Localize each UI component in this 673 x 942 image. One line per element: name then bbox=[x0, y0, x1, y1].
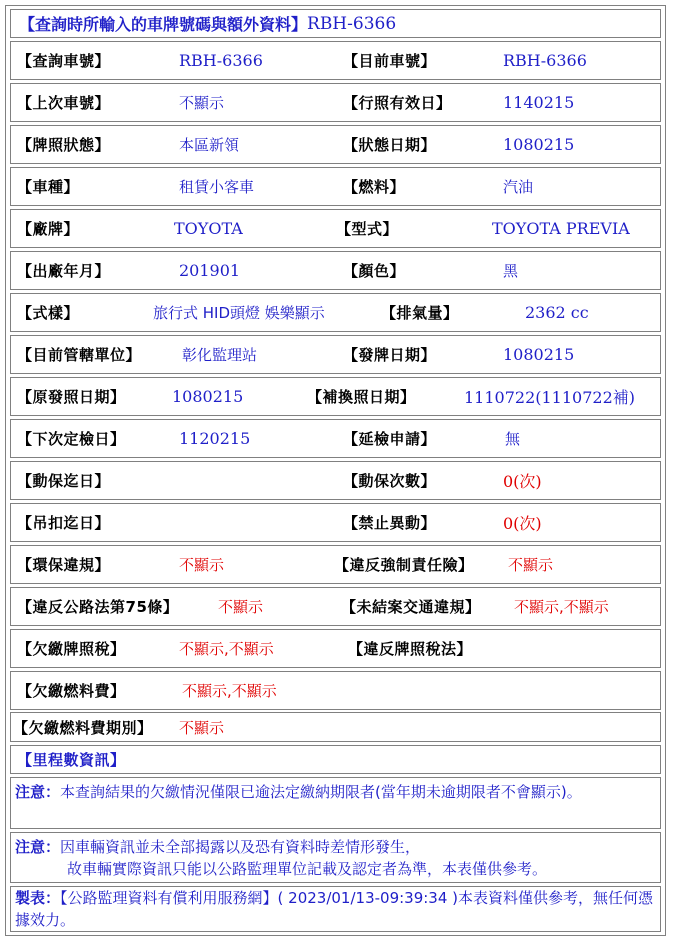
header-row bbox=[10, 9, 661, 38]
field-label: 【顏色】 bbox=[343, 262, 406, 280]
field-label: 【下次定檢日】 bbox=[17, 430, 126, 448]
field-value: 不顯示 bbox=[508, 556, 554, 574]
footer-source: 【公路監理資料有償利用服務網】 bbox=[60, 889, 278, 907]
field-value: 汽油 bbox=[503, 178, 534, 196]
field-value: 1080215 bbox=[503, 135, 575, 154]
info-row bbox=[10, 503, 661, 542]
fuel-period-label: 【欠繳燃料費期別】 bbox=[13, 718, 153, 737]
field-label: 【行照有效日】 bbox=[343, 94, 452, 112]
field-label: 【查詢車號】 bbox=[17, 52, 111, 70]
page-title bbox=[19, 10, 396, 37]
note-1-text: 本查詢結果的欠繳情況僅限已逾法定繳納期限者(當年期未逾期限者不會顯示)。 bbox=[60, 783, 582, 801]
info-row bbox=[10, 671, 661, 710]
field-label: 【禁止異動】 bbox=[343, 514, 437, 532]
info-row bbox=[10, 377, 661, 416]
field-value: 旅行式 HID頭燈 娛樂顯示 bbox=[153, 304, 325, 322]
footer-tail: 本表資料僅供參考，無任何憑據效力。 bbox=[15, 889, 654, 929]
field-label: 【違反牌照稅法】 bbox=[348, 640, 473, 658]
field-label: 【式樣】 bbox=[17, 304, 80, 322]
field-label: 【燃料】 bbox=[343, 178, 406, 196]
field-label: 【欠繳牌照稅】 bbox=[17, 640, 126, 658]
field-label: 【欠繳燃料費】 bbox=[17, 682, 126, 700]
field-value: 租賃小客車 bbox=[179, 178, 255, 196]
info-row bbox=[10, 125, 661, 164]
info-row bbox=[10, 251, 661, 290]
note-1-prefix: 注意： bbox=[15, 783, 61, 801]
info-row bbox=[10, 629, 661, 668]
field-label: 【延檢申請】 bbox=[343, 430, 437, 448]
field-value: TOYOTA bbox=[174, 219, 243, 238]
field-label: 【動保次數】 bbox=[343, 472, 437, 490]
note-2-line-1: 因車輛資訊並未全部揭露以及恐有資料時差情形發生， bbox=[60, 838, 421, 856]
footer-prefix: 製表： bbox=[15, 889, 61, 907]
field-value: 不顯示 bbox=[179, 556, 225, 574]
field-label: 【吊扣迄日】 bbox=[17, 514, 111, 532]
field-value: 1080215 bbox=[172, 387, 244, 406]
field-value: 黑 bbox=[503, 262, 519, 280]
field-value: 彰化監理站 bbox=[182, 346, 258, 364]
field-label: 【目前車號】 bbox=[343, 52, 437, 70]
field-value: 0(次) bbox=[503, 472, 542, 491]
field-label: 【目前管轄單位】 bbox=[17, 346, 142, 364]
info-row bbox=[10, 293, 661, 332]
field-value: 不顯示,不顯示 bbox=[179, 640, 274, 658]
field-label: 【上次車號】 bbox=[17, 94, 111, 112]
field-value: 不顯示 bbox=[179, 94, 225, 112]
info-row bbox=[10, 167, 661, 206]
field-label: 【牌照狀態】 bbox=[17, 136, 111, 154]
info-row bbox=[10, 461, 661, 500]
header-title: 【查詢時所輸入的車牌號碼與額外資料】 bbox=[19, 15, 308, 34]
field-value: 本區新領 bbox=[179, 136, 240, 154]
report-frame bbox=[5, 5, 666, 936]
field-value: 2362 cc bbox=[525, 303, 589, 322]
field-value: 1110722(1110722補) bbox=[464, 388, 636, 407]
info-row bbox=[10, 335, 661, 374]
info-row bbox=[10, 419, 661, 458]
field-label: 【原發照日期】 bbox=[17, 388, 126, 406]
info-row bbox=[10, 545, 661, 584]
field-value: 不顯示,不顯示 bbox=[514, 598, 609, 616]
field-label: 【狀態日期】 bbox=[343, 136, 437, 154]
field-value: 不顯示,不顯示 bbox=[182, 682, 277, 700]
field-value: 201901 bbox=[179, 261, 241, 280]
note-1 bbox=[10, 777, 661, 829]
field-label: 【發牌日期】 bbox=[343, 346, 437, 364]
field-label: 【補換照日期】 bbox=[307, 388, 416, 406]
field-label: 【排氣量】 bbox=[381, 304, 459, 322]
field-value: 無 bbox=[505, 430, 521, 448]
footer-note bbox=[10, 886, 661, 932]
footer-time: ( 2023/01/13-09:39:34 ) bbox=[277, 889, 459, 907]
mileage-label: 【里程數資訊】 bbox=[17, 751, 126, 769]
note-2-prefix: 注意： bbox=[15, 838, 61, 856]
field-value: 1080215 bbox=[503, 345, 575, 364]
field-value: 0(次) bbox=[503, 514, 542, 533]
info-row bbox=[10, 83, 661, 122]
field-label: 【違反公路法第75條】 bbox=[17, 598, 179, 616]
field-label: 【出廠年月】 bbox=[17, 262, 111, 280]
field-label: 【未結案交通違規】 bbox=[341, 598, 481, 616]
field-value: RBH-6366 bbox=[503, 51, 587, 70]
field-label: 【環保違規】 bbox=[17, 556, 111, 574]
header-plate: RBH-6366 bbox=[307, 13, 397, 34]
field-value: TOYOTA PREVIA bbox=[492, 219, 630, 238]
field-label: 【車種】 bbox=[17, 178, 80, 196]
fuel-period-row bbox=[10, 712, 661, 742]
info-row bbox=[10, 587, 661, 626]
fuel-period-value: 不顯示 bbox=[179, 718, 225, 737]
field-value: RBH-6366 bbox=[179, 51, 263, 70]
field-value: 不顯示 bbox=[218, 598, 264, 616]
field-label: 【廠牌】 bbox=[17, 220, 80, 238]
note-2 bbox=[10, 832, 661, 883]
info-row bbox=[10, 209, 661, 248]
info-row bbox=[10, 41, 661, 80]
field-label: 【動保迄日】 bbox=[17, 472, 111, 490]
note-2-line-2: 故車輛實際資訊只能以公路監理單位記載及認定者為準，本表僅供參考。 bbox=[67, 860, 548, 878]
field-value: 1140215 bbox=[503, 93, 575, 112]
field-label: 【違反強制責任險】 bbox=[334, 556, 474, 574]
field-value: 1120215 bbox=[179, 429, 251, 448]
field-label: 【型式】 bbox=[336, 220, 399, 238]
mileage-row bbox=[10, 745, 661, 774]
